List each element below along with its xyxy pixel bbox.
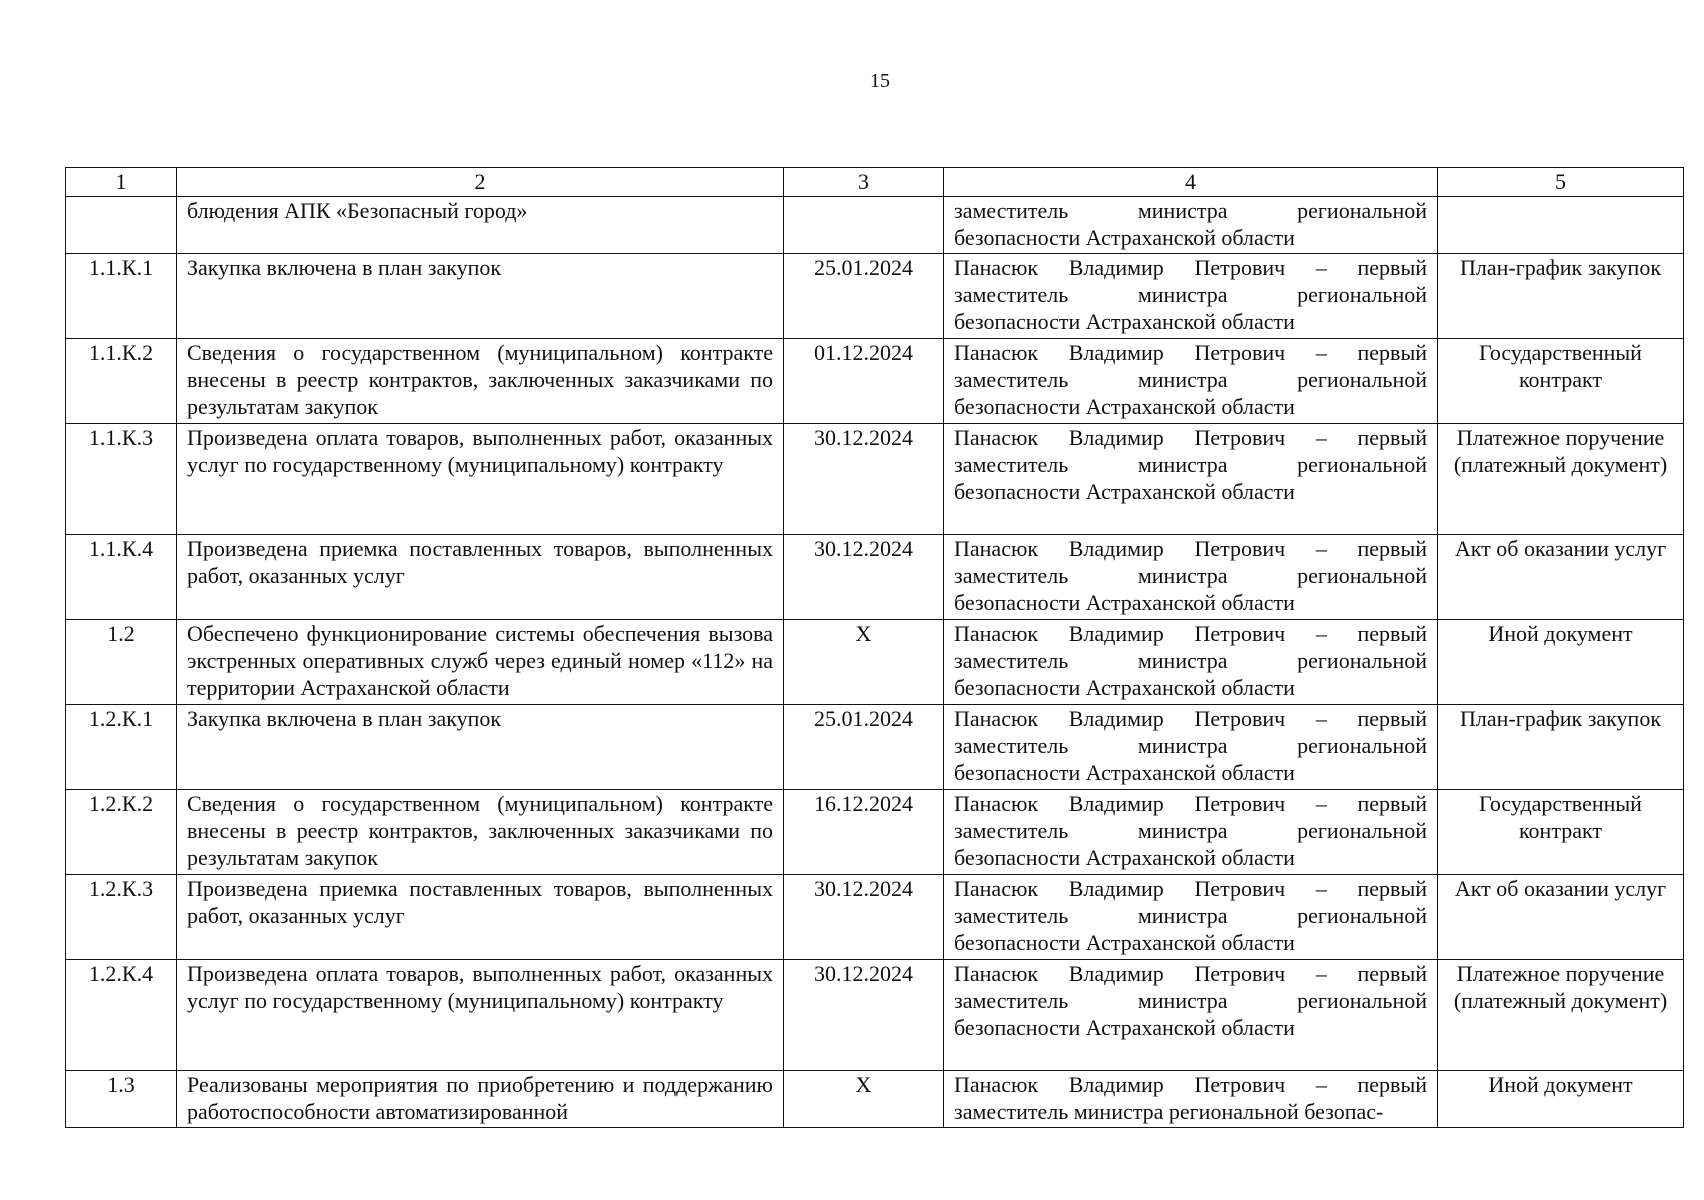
cell-responsible: Панасюк Владимир Петрович – первый заместитель министра региональной безопасности Астраханской области xyxy=(944,424,1438,535)
column-header-3: 3 xyxy=(784,168,944,197)
cell-date: 25.01.2024 xyxy=(784,705,944,790)
column-header-4: 4 xyxy=(944,168,1438,197)
table-row xyxy=(66,254,1684,339)
cell-number: 1.3 xyxy=(66,1071,177,1128)
cell-document: Государственный контракт xyxy=(1438,339,1684,424)
table-row xyxy=(66,424,1684,535)
cell-date xyxy=(784,197,944,254)
cell-responsible: Панасюк Владимир Петрович – первый заместитель министра региональной безопасности Астраханской области xyxy=(944,960,1438,1071)
cell-document: Иной документ xyxy=(1438,1071,1684,1128)
cell-date: 30.12.2024 xyxy=(784,535,944,620)
cell-document: Иной документ xyxy=(1438,620,1684,705)
cell-number xyxy=(66,197,177,254)
cell-event: блюдения АПК «Безопасный город» xyxy=(177,197,784,254)
cell-date: 25.01.2024 xyxy=(784,254,944,339)
cell-event: Сведения о государственном (муниципальном) контракте внесены в реестр контрактов, заключенных заказчиками по результатам закупок xyxy=(177,790,784,875)
table-row xyxy=(66,535,1684,620)
cell-event: Закупка включена в план закупок xyxy=(177,705,784,790)
cell-number: 1.2.К.2 xyxy=(66,790,177,875)
table-row xyxy=(66,705,1684,790)
cell-number: 1.1.К.3 xyxy=(66,424,177,535)
cell-date: 16.12.2024 xyxy=(784,790,944,875)
cell-document: Государственный контракт xyxy=(1438,790,1684,875)
cell-date: 30.12.2024 xyxy=(784,875,944,960)
table-row xyxy=(66,790,1684,875)
cell-responsible: Панасюк Владимир Петрович – первый заместитель министра региональной безопасности Астраханской области xyxy=(944,875,1438,960)
cell-document: Акт об оказании услуг xyxy=(1438,535,1684,620)
cell-document: План-график закупок xyxy=(1438,254,1684,339)
table-row xyxy=(66,960,1684,1071)
column-header-5: 5 xyxy=(1438,168,1684,197)
cell-responsible: Панасюк Владимир Петрович – первый заместитель министра региональной безопас- xyxy=(944,1071,1438,1128)
cell-responsible: заместитель министра региональной безопасности Астраханской области xyxy=(944,197,1438,254)
cell-event: Закупка включена в план закупок xyxy=(177,254,784,339)
cell-number: 1.2 xyxy=(66,620,177,705)
cell-event: Реализованы мероприятия по приобретению и поддержанию работоспособности автоматизированной xyxy=(177,1071,784,1128)
table-row xyxy=(66,620,1684,705)
cell-event: Произведена приемка поставленных товаров, выполненных работ, оказанных услуг xyxy=(177,535,784,620)
table-header-row xyxy=(66,168,1684,197)
table-row xyxy=(66,1071,1684,1128)
table-row xyxy=(66,339,1684,424)
cell-event: Обеспечено функционирование системы обеспечения вызова экстренных оперативных служб через единый номер «112» на территории Астраханской области xyxy=(177,620,784,705)
cell-event: Сведения о государственном (муниципальном) контракте внесены в реестр контрактов, заключенных заказчиками по результатам закупок xyxy=(177,339,784,424)
cell-event: Произведена оплата товаров, выполненных работ, оказанных услуг по государственному (муниципальному) контракту xyxy=(177,424,784,535)
cell-event: Произведена оплата товаров, выполненных работ, оказанных услуг по государственному (муниципальному) контракту xyxy=(177,960,784,1071)
cell-date: X xyxy=(784,1071,944,1128)
cell-date: X xyxy=(784,620,944,705)
cell-responsible: Панасюк Владимир Петрович – первый заместитель министра региональной безопасности Астраханской области xyxy=(944,254,1438,339)
cell-number: 1.2.К.1 xyxy=(66,705,177,790)
cell-responsible: Панасюк Владимир Петрович – первый заместитель министра региональной безопасности Астраханской области xyxy=(944,790,1438,875)
cell-number: 1.1.К.4 xyxy=(66,535,177,620)
cell-responsible: Панасюк Владимир Петрович – первый заместитель министра региональной безопасности Астраханской области xyxy=(944,535,1438,620)
cell-document: Платежное поручение (платежный документ) xyxy=(1438,960,1684,1071)
cell-number: 1.1.К.1 xyxy=(66,254,177,339)
page-number: 15 xyxy=(870,70,890,92)
cell-number: 1.2.К.3 xyxy=(66,875,177,960)
cell-date: 30.12.2024 xyxy=(784,960,944,1071)
column-header-2: 2 xyxy=(177,168,784,197)
cell-number: 1.2.К.4 xyxy=(66,960,177,1071)
column-header-1: 1 xyxy=(66,168,177,197)
cell-event: Произведена приемка поставленных товаров, выполненных работ, оказанных услуг xyxy=(177,875,784,960)
cell-responsible: Панасюк Владимир Петрович – первый заместитель министра региональной безопасности Астраханской области xyxy=(944,705,1438,790)
table-row xyxy=(66,875,1684,960)
cell-responsible: Панасюк Владимир Петрович – первый заместитель министра региональной безопасности Астраханской области xyxy=(944,620,1438,705)
cell-responsible: Панасюк Владимир Петрович – первый заместитель министра региональной безопасности Астраханской области xyxy=(944,339,1438,424)
cell-date: 30.12.2024 xyxy=(784,424,944,535)
table-row xyxy=(66,197,1684,254)
cell-document: Платежное поручение (платежный документ) xyxy=(1438,424,1684,535)
cell-document: План-график закупок xyxy=(1438,705,1684,790)
plan-table xyxy=(65,167,1684,1128)
cell-number: 1.1.К.2 xyxy=(66,339,177,424)
cell-document: Акт об оказании услуг xyxy=(1438,875,1684,960)
cell-date: 01.12.2024 xyxy=(784,339,944,424)
cell-document xyxy=(1438,197,1684,254)
